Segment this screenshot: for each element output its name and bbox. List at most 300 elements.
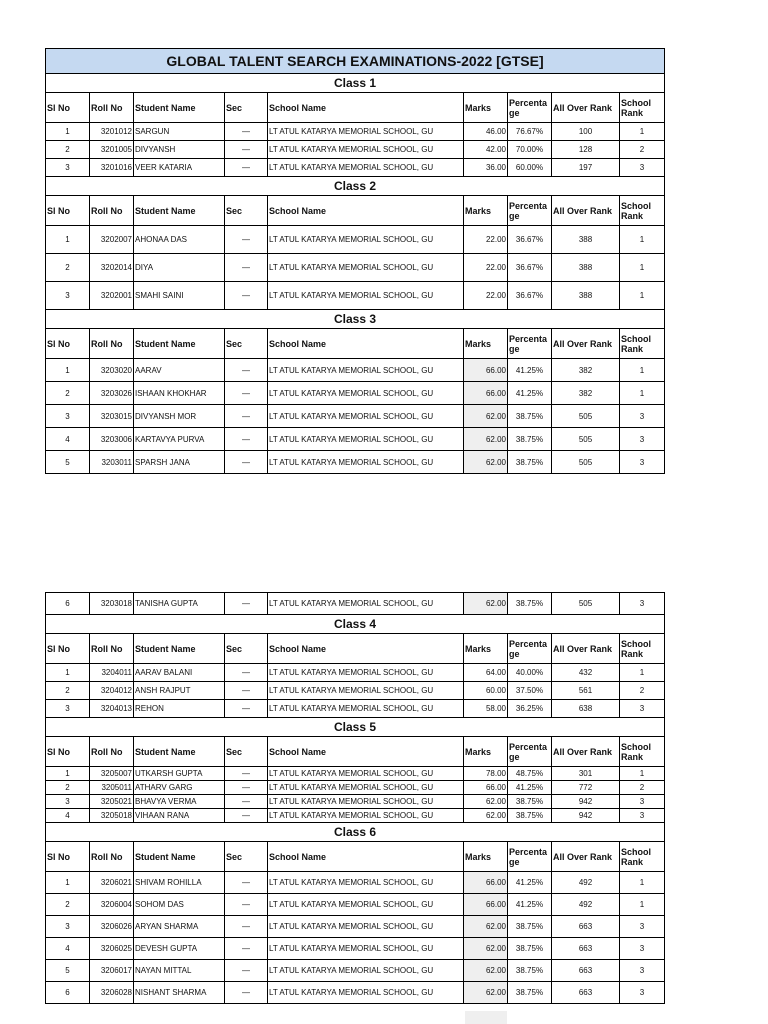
school-rank-cell: 3 bbox=[620, 700, 665, 718]
student-name-cell: SARGUN bbox=[134, 123, 225, 141]
marks-cell: 62.00 bbox=[464, 960, 508, 982]
roll-no-cell: 3203020 bbox=[90, 359, 134, 382]
sec-cell: — bbox=[225, 982, 268, 1004]
percentage-cell: 60.00% bbox=[508, 159, 552, 177]
marks-cell: 60.00 bbox=[464, 682, 508, 700]
overall-rank-cell: 492 bbox=[552, 872, 620, 894]
sl-no-cell: 4 bbox=[46, 428, 90, 451]
sl-no-header: Sl No bbox=[46, 93, 90, 123]
marks-cell: 78.00 bbox=[464, 767, 508, 781]
percentage-cell: 38.75% bbox=[508, 938, 552, 960]
sec-cell: — bbox=[225, 123, 268, 141]
sec-cell: — bbox=[225, 593, 268, 615]
roll-no-cell: 3201016 bbox=[90, 159, 134, 177]
school-rank-cell: 3 bbox=[620, 916, 665, 938]
school-name-cell: LT ATUL KATARYA MEMORIAL SCHOOL, GU bbox=[268, 795, 464, 809]
roll-no-cell: 3202014 bbox=[90, 254, 134, 282]
percentage-header: Percenta ge bbox=[508, 842, 552, 872]
table-row bbox=[46, 916, 665, 938]
student-name-cell: AARAV bbox=[134, 359, 225, 382]
school-rank-cell: 1 bbox=[620, 894, 665, 916]
school-name-cell: LT ATUL KATARYA MEMORIAL SCHOOL, GU bbox=[268, 359, 464, 382]
percentage-cell: 40.00% bbox=[508, 664, 552, 682]
sec-cell: — bbox=[225, 960, 268, 982]
results-table-page-2 bbox=[45, 592, 665, 1004]
overall-rank-cell: 301 bbox=[552, 767, 620, 781]
student-name-cell: TANISHA GUPTA bbox=[134, 593, 225, 615]
school-name-header: School Name bbox=[268, 737, 464, 767]
student-name-cell: DIYA bbox=[134, 254, 225, 282]
school-rank-header: School Rank bbox=[620, 842, 665, 872]
overall-rank-cell: 772 bbox=[552, 781, 620, 795]
school-name-header: School Name bbox=[268, 634, 464, 664]
marks-header: Marks bbox=[464, 737, 508, 767]
roll-no-header: Roll No bbox=[90, 842, 134, 872]
school-name-cell: LT ATUL KATARYA MEMORIAL SCHOOL, GU bbox=[268, 872, 464, 894]
school-name-header: School Name bbox=[268, 196, 464, 226]
roll-no-cell: 3203011 bbox=[90, 451, 134, 474]
overall-rank-cell: 382 bbox=[552, 382, 620, 405]
sl-no-cell: 5 bbox=[46, 960, 90, 982]
percentage-cell: 38.75% bbox=[508, 593, 552, 615]
school-name-cell: LT ATUL KATARYA MEMORIAL SCHOOL, GU bbox=[268, 405, 464, 428]
percentage-cell: 41.25% bbox=[508, 781, 552, 795]
percentage-cell: 38.75% bbox=[508, 451, 552, 474]
roll-no-cell: 3202001 bbox=[90, 282, 134, 310]
sec-cell: — bbox=[225, 451, 268, 474]
overall-rank-cell: 663 bbox=[552, 938, 620, 960]
percentage-cell: 36.67% bbox=[508, 226, 552, 254]
school-rank-cell: 2 bbox=[620, 141, 665, 159]
table-row bbox=[46, 894, 665, 916]
sl-no-cell: 2 bbox=[46, 141, 90, 159]
student-name-header: Student Name bbox=[134, 329, 225, 359]
table-row bbox=[46, 226, 665, 254]
overall-rank-cell: 505 bbox=[552, 405, 620, 428]
sec-cell: — bbox=[225, 916, 268, 938]
sl-no-cell: 3 bbox=[46, 795, 90, 809]
class-heading: Class 6 bbox=[46, 823, 665, 842]
sl-no-cell: 1 bbox=[46, 359, 90, 382]
table-row bbox=[46, 682, 665, 700]
sec-cell: — bbox=[225, 226, 268, 254]
school-rank-cell: 2 bbox=[620, 682, 665, 700]
overall-rank-header: All Over Rank bbox=[552, 842, 620, 872]
sec-cell: — bbox=[225, 781, 268, 795]
school-rank-cell: 1 bbox=[620, 767, 665, 781]
sl-no-cell: 4 bbox=[46, 938, 90, 960]
overall-rank-cell: 197 bbox=[552, 159, 620, 177]
table-row bbox=[46, 938, 665, 960]
overall-rank-cell: 505 bbox=[552, 428, 620, 451]
school-name-cell: LT ATUL KATARYA MEMORIAL SCHOOL, GU bbox=[268, 960, 464, 982]
sec-header: Sec bbox=[225, 842, 268, 872]
marks-header: Marks bbox=[464, 329, 508, 359]
roll-no-cell: 3206025 bbox=[90, 938, 134, 960]
school-rank-cell: 1 bbox=[620, 872, 665, 894]
marks-cell: 66.00 bbox=[464, 894, 508, 916]
school-name-cell: LT ATUL KATARYA MEMORIAL SCHOOL, GU bbox=[268, 809, 464, 823]
sl-no-cell: 1 bbox=[46, 872, 90, 894]
marks-cell: 62.00 bbox=[464, 938, 508, 960]
sl-no-cell: 3 bbox=[46, 159, 90, 177]
school-name-header: School Name bbox=[268, 842, 464, 872]
overall-rank-header: All Over Rank bbox=[552, 93, 620, 123]
marks-cell: 62.00 bbox=[464, 795, 508, 809]
table-row bbox=[46, 700, 665, 718]
school-name-cell: LT ATUL KATARYA MEMORIAL SCHOOL, GU bbox=[268, 159, 464, 177]
student-name-cell: REHON bbox=[134, 700, 225, 718]
overall-rank-cell: 663 bbox=[552, 916, 620, 938]
table-row bbox=[46, 593, 665, 615]
marks-cell: 42.00 bbox=[464, 141, 508, 159]
school-rank-header: School Rank bbox=[620, 196, 665, 226]
marks-cell: 22.00 bbox=[464, 254, 508, 282]
sl-no-cell: 5 bbox=[46, 451, 90, 474]
school-rank-cell: 3 bbox=[620, 809, 665, 823]
school-rank-cell: 3 bbox=[620, 795, 665, 809]
school-rank-cell: 1 bbox=[620, 359, 665, 382]
roll-no-cell: 3204011 bbox=[90, 664, 134, 682]
overall-rank-cell: 663 bbox=[552, 982, 620, 1004]
school-name-cell: LT ATUL KATARYA MEMORIAL SCHOOL, GU bbox=[268, 781, 464, 795]
sec-cell: — bbox=[225, 159, 268, 177]
sl-no-cell: 2 bbox=[46, 382, 90, 405]
overall-rank-header: All Over Rank bbox=[552, 329, 620, 359]
percentage-header: Percenta ge bbox=[508, 329, 552, 359]
percentage-cell: 76.67% bbox=[508, 123, 552, 141]
sec-header: Sec bbox=[225, 634, 268, 664]
overall-rank-header: All Over Rank bbox=[552, 196, 620, 226]
overall-rank-header: All Over Rank bbox=[552, 634, 620, 664]
school-rank-cell: 3 bbox=[620, 960, 665, 982]
roll-no-cell: 3206026 bbox=[90, 916, 134, 938]
school-rank-header: School Rank bbox=[620, 634, 665, 664]
percentage-cell: 38.75% bbox=[508, 982, 552, 1004]
school-rank-cell: 3 bbox=[620, 159, 665, 177]
sec-cell: — bbox=[225, 664, 268, 682]
percentage-header: Percenta ge bbox=[508, 634, 552, 664]
student-name-cell: DIVYANSH MOR bbox=[134, 405, 225, 428]
marks-column-shade bbox=[465, 1011, 507, 1024]
percentage-cell: 37.50% bbox=[508, 682, 552, 700]
student-name-cell: SHIVAM ROHILLA bbox=[134, 872, 225, 894]
overall-rank-cell: 100 bbox=[552, 123, 620, 141]
student-name-cell: SMAHI SAINI bbox=[134, 282, 225, 310]
student-name-header: Student Name bbox=[134, 634, 225, 664]
roll-no-cell: 3206021 bbox=[90, 872, 134, 894]
class-heading: Class 3 bbox=[46, 310, 665, 329]
table-row bbox=[46, 428, 665, 451]
school-name-header: School Name bbox=[268, 329, 464, 359]
sl-no-cell: 1 bbox=[46, 767, 90, 781]
overall-rank-cell: 505 bbox=[552, 593, 620, 615]
sec-cell: — bbox=[225, 141, 268, 159]
school-rank-cell: 2 bbox=[620, 781, 665, 795]
school-rank-cell: 3 bbox=[620, 428, 665, 451]
sec-cell: — bbox=[225, 282, 268, 310]
sec-header: Sec bbox=[225, 196, 268, 226]
roll-no-header: Roll No bbox=[90, 93, 134, 123]
marks-cell: 64.00 bbox=[464, 664, 508, 682]
class-heading: Class 2 bbox=[46, 177, 665, 196]
percentage-cell: 38.75% bbox=[508, 809, 552, 823]
sl-no-cell: 3 bbox=[46, 916, 90, 938]
overall-rank-cell: 382 bbox=[552, 359, 620, 382]
overall-rank-cell: 942 bbox=[552, 795, 620, 809]
sl-no-cell: 2 bbox=[46, 254, 90, 282]
sl-no-cell: 2 bbox=[46, 894, 90, 916]
marks-cell: 62.00 bbox=[464, 593, 508, 615]
class-heading: Class 5 bbox=[46, 718, 665, 737]
marks-cell: 62.00 bbox=[464, 405, 508, 428]
marks-cell: 66.00 bbox=[464, 359, 508, 382]
school-rank-cell: 3 bbox=[620, 405, 665, 428]
marks-cell: 36.00 bbox=[464, 159, 508, 177]
roll-no-header: Roll No bbox=[90, 329, 134, 359]
overall-rank-cell: 505 bbox=[552, 451, 620, 474]
school-name-cell: LT ATUL KATARYA MEMORIAL SCHOOL, GU bbox=[268, 894, 464, 916]
student-name-header: Student Name bbox=[134, 196, 225, 226]
table-row bbox=[46, 767, 665, 781]
school-name-cell: LT ATUL KATARYA MEMORIAL SCHOOL, GU bbox=[268, 982, 464, 1004]
class-heading: Class 4 bbox=[46, 615, 665, 634]
school-rank-cell: 3 bbox=[620, 593, 665, 615]
student-name-cell: ANSH RAJPUT bbox=[134, 682, 225, 700]
marks-cell: 62.00 bbox=[464, 916, 508, 938]
student-name-cell: KARTAVYA PURVA bbox=[134, 428, 225, 451]
roll-no-header: Roll No bbox=[90, 634, 134, 664]
student-name-cell: SPARSH JANA bbox=[134, 451, 225, 474]
student-name-cell: ISHAAN KHOKHAR bbox=[134, 382, 225, 405]
overall-rank-cell: 388 bbox=[552, 254, 620, 282]
school-name-header: School Name bbox=[268, 93, 464, 123]
roll-no-cell: 3206017 bbox=[90, 960, 134, 982]
school-name-cell: LT ATUL KATARYA MEMORIAL SCHOOL, GU bbox=[268, 382, 464, 405]
table-row bbox=[46, 159, 665, 177]
table-row bbox=[46, 359, 665, 382]
sl-no-cell: 2 bbox=[46, 682, 90, 700]
sec-header: Sec bbox=[225, 737, 268, 767]
school-rank-cell: 1 bbox=[620, 226, 665, 254]
table-row bbox=[46, 960, 665, 982]
sec-cell: — bbox=[225, 428, 268, 451]
school-name-cell: LT ATUL KATARYA MEMORIAL SCHOOL, GU bbox=[268, 682, 464, 700]
roll-no-cell: 3203018 bbox=[90, 593, 134, 615]
sl-no-cell: 1 bbox=[46, 123, 90, 141]
overall-rank-cell: 128 bbox=[552, 141, 620, 159]
sl-no-cell: 3 bbox=[46, 405, 90, 428]
roll-no-cell: 3206004 bbox=[90, 894, 134, 916]
percentage-cell: 70.00% bbox=[508, 141, 552, 159]
table-row bbox=[46, 405, 665, 428]
marks-cell: 22.00 bbox=[464, 282, 508, 310]
percentage-cell: 38.75% bbox=[508, 960, 552, 982]
student-name-header: Student Name bbox=[134, 93, 225, 123]
school-rank-header: School Rank bbox=[620, 93, 665, 123]
roll-no-cell: 3201005 bbox=[90, 141, 134, 159]
school-name-cell: LT ATUL KATARYA MEMORIAL SCHOOL, GU bbox=[268, 593, 464, 615]
sl-no-header: Sl No bbox=[46, 842, 90, 872]
student-name-cell: VIHAAN RANA bbox=[134, 809, 225, 823]
student-name-cell: DIVYANSH bbox=[134, 141, 225, 159]
roll-no-cell: 3204012 bbox=[90, 682, 134, 700]
student-name-cell: AHONAA DAS bbox=[134, 226, 225, 254]
student-name-cell: SOHOM DAS bbox=[134, 894, 225, 916]
sl-no-header: Sl No bbox=[46, 329, 90, 359]
overall-rank-header: All Over Rank bbox=[552, 737, 620, 767]
percentage-cell: 48.75% bbox=[508, 767, 552, 781]
marks-cell: 46.00 bbox=[464, 123, 508, 141]
roll-no-cell: 3203015 bbox=[90, 405, 134, 428]
table-row bbox=[46, 123, 665, 141]
marks-cell: 58.00 bbox=[464, 700, 508, 718]
sl-no-cell: 6 bbox=[46, 982, 90, 1004]
table-row bbox=[46, 451, 665, 474]
percentage-cell: 38.75% bbox=[508, 428, 552, 451]
roll-no-header: Roll No bbox=[90, 737, 134, 767]
school-name-cell: LT ATUL KATARYA MEMORIAL SCHOOL, GU bbox=[268, 938, 464, 960]
sl-no-cell: 3 bbox=[46, 700, 90, 718]
percentage-cell: 38.75% bbox=[508, 916, 552, 938]
roll-no-cell: 3205021 bbox=[90, 795, 134, 809]
school-name-cell: LT ATUL KATARYA MEMORIAL SCHOOL, GU bbox=[268, 428, 464, 451]
table-row bbox=[46, 982, 665, 1004]
roll-no-cell: 3205018 bbox=[90, 809, 134, 823]
roll-no-cell: 3203026 bbox=[90, 382, 134, 405]
marks-header: Marks bbox=[464, 196, 508, 226]
marks-header: Marks bbox=[464, 842, 508, 872]
marks-cell: 66.00 bbox=[464, 872, 508, 894]
school-name-cell: LT ATUL KATARYA MEMORIAL SCHOOL, GU bbox=[268, 664, 464, 682]
school-rank-cell: 1 bbox=[620, 382, 665, 405]
sec-cell: — bbox=[225, 809, 268, 823]
table-row bbox=[46, 254, 665, 282]
sec-cell: — bbox=[225, 682, 268, 700]
sec-cell: — bbox=[225, 894, 268, 916]
roll-no-cell: 3204013 bbox=[90, 700, 134, 718]
student-name-cell: UTKARSH GUPTA bbox=[134, 767, 225, 781]
percentage-cell: 36.67% bbox=[508, 254, 552, 282]
student-name-header: Student Name bbox=[134, 737, 225, 767]
student-name-cell: BHAVYA VERMA bbox=[134, 795, 225, 809]
sec-cell: — bbox=[225, 872, 268, 894]
school-rank-header: School Rank bbox=[620, 329, 665, 359]
sl-no-cell: 4 bbox=[46, 809, 90, 823]
overall-rank-cell: 388 bbox=[552, 226, 620, 254]
marks-cell: 62.00 bbox=[464, 982, 508, 1004]
percentage-cell: 36.25% bbox=[508, 700, 552, 718]
sec-cell: — bbox=[225, 938, 268, 960]
document-title: GLOBAL TALENT SEARCH EXAMINATIONS-2022 [GTSE] bbox=[46, 49, 665, 74]
roll-no-cell: 3206028 bbox=[90, 982, 134, 1004]
table-row bbox=[46, 141, 665, 159]
table-row bbox=[46, 664, 665, 682]
roll-no-cell: 3205007 bbox=[90, 767, 134, 781]
sl-no-cell: 6 bbox=[46, 593, 90, 615]
roll-no-cell: 3203006 bbox=[90, 428, 134, 451]
sec-cell: — bbox=[225, 700, 268, 718]
marks-header: Marks bbox=[464, 634, 508, 664]
table-row bbox=[46, 282, 665, 310]
marks-cell: 62.00 bbox=[464, 809, 508, 823]
school-rank-cell: 3 bbox=[620, 982, 665, 1004]
school-name-cell: LT ATUL KATARYA MEMORIAL SCHOOL, GU bbox=[268, 226, 464, 254]
sl-no-cell: 1 bbox=[46, 664, 90, 682]
overall-rank-cell: 663 bbox=[552, 960, 620, 982]
school-rank-cell: 1 bbox=[620, 282, 665, 310]
overall-rank-cell: 388 bbox=[552, 282, 620, 310]
overall-rank-cell: 561 bbox=[552, 682, 620, 700]
sec-cell: — bbox=[225, 405, 268, 428]
student-name-cell: NAYAN MITTAL bbox=[134, 960, 225, 982]
table-row bbox=[46, 809, 665, 823]
student-name-cell: AARAV BALANI bbox=[134, 664, 225, 682]
sl-no-cell: 1 bbox=[46, 226, 90, 254]
marks-header: Marks bbox=[464, 93, 508, 123]
marks-cell: 22.00 bbox=[464, 226, 508, 254]
school-rank-cell: 3 bbox=[620, 451, 665, 474]
sec-cell: — bbox=[225, 382, 268, 405]
percentage-cell: 38.75% bbox=[508, 795, 552, 809]
sl-no-header: Sl No bbox=[46, 737, 90, 767]
percentage-cell: 41.25% bbox=[508, 894, 552, 916]
marks-cell: 66.00 bbox=[464, 382, 508, 405]
sec-cell: — bbox=[225, 359, 268, 382]
percentage-cell: 36.67% bbox=[508, 282, 552, 310]
overall-rank-cell: 942 bbox=[552, 809, 620, 823]
table-row bbox=[46, 781, 665, 795]
sec-cell: — bbox=[225, 795, 268, 809]
school-name-cell: LT ATUL KATARYA MEMORIAL SCHOOL, GU bbox=[268, 767, 464, 781]
school-rank-cell: 1 bbox=[620, 664, 665, 682]
sl-no-header: Sl No bbox=[46, 196, 90, 226]
percentage-cell: 38.75% bbox=[508, 405, 552, 428]
sec-header: Sec bbox=[225, 93, 268, 123]
percentage-header: Percenta ge bbox=[508, 93, 552, 123]
sl-no-header: Sl No bbox=[46, 634, 90, 664]
school-name-cell: LT ATUL KATARYA MEMORIAL SCHOOL, GU bbox=[268, 123, 464, 141]
school-name-cell: LT ATUL KATARYA MEMORIAL SCHOOL, GU bbox=[268, 700, 464, 718]
marks-cell: 66.00 bbox=[464, 781, 508, 795]
school-name-cell: LT ATUL KATARYA MEMORIAL SCHOOL, GU bbox=[268, 282, 464, 310]
student-name-cell: VEER KATARIA bbox=[134, 159, 225, 177]
school-rank-cell: 3 bbox=[620, 938, 665, 960]
results-table-page-1 bbox=[45, 48, 665, 474]
school-name-cell: LT ATUL KATARYA MEMORIAL SCHOOL, GU bbox=[268, 451, 464, 474]
roll-no-header: Roll No bbox=[90, 196, 134, 226]
percentage-cell: 41.25% bbox=[508, 359, 552, 382]
student-name-cell: ARYAN SHARMA bbox=[134, 916, 225, 938]
roll-no-cell: 3202007 bbox=[90, 226, 134, 254]
marks-cell: 62.00 bbox=[464, 428, 508, 451]
school-name-cell: LT ATUL KATARYA MEMORIAL SCHOOL, GU bbox=[268, 141, 464, 159]
marks-cell: 62.00 bbox=[464, 451, 508, 474]
student-name-header: Student Name bbox=[134, 842, 225, 872]
sec-header: Sec bbox=[225, 329, 268, 359]
sl-no-cell: 2 bbox=[46, 781, 90, 795]
table-row bbox=[46, 872, 665, 894]
roll-no-cell: 3205011 bbox=[90, 781, 134, 795]
percentage-header: Percenta ge bbox=[508, 737, 552, 767]
school-rank-cell: 1 bbox=[620, 123, 665, 141]
student-name-cell: NISHANT SHARMA bbox=[134, 982, 225, 1004]
roll-no-cell: 3201012 bbox=[90, 123, 134, 141]
school-rank-cell: 1 bbox=[620, 254, 665, 282]
percentage-header: Percenta ge bbox=[508, 196, 552, 226]
overall-rank-cell: 492 bbox=[552, 894, 620, 916]
student-name-cell: DEVESH GUPTA bbox=[134, 938, 225, 960]
